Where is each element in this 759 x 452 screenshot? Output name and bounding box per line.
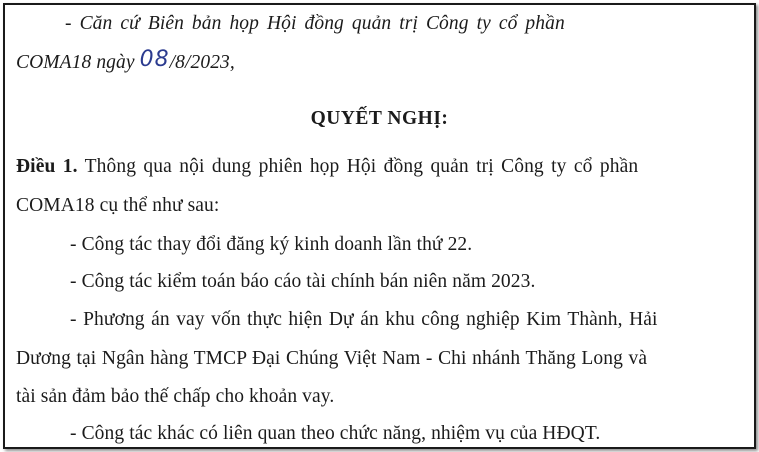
- article-1-intro-text: Thông qua nội dung phiên họp Hội đồng quản trị Công ty cổ phần: [77, 156, 639, 177]
- list-item-continuation: tài sản đảm bảo thế chấp cho khoản vay.: [16, 386, 335, 407]
- basis-line-2-start: COMA18 ngày: [16, 52, 140, 73]
- article-1-intro-line-2: COMA18 cụ thể như sau:: [16, 195, 220, 216]
- page-title: QUYẾT NGHỊ:: [310, 108, 449, 129]
- list-item: - Công tác khác có liên quan theo chức năng, nhiệm vụ của HĐQT.: [70, 423, 601, 444]
- article-1-label: Điều 1.: [16, 156, 78, 177]
- basis-line-2-end: /8/2023,: [169, 52, 235, 73]
- list-item-continuation: Dương tại Ngân hàng TMCP Đại Chúng Việt Nam - Chi nhánh Thăng Long và: [16, 348, 648, 369]
- list-item: - Công tác kiểm toán báo cáo tài chính bán niên năm 2023.: [70, 271, 536, 292]
- handwritten-day: 08: [139, 47, 170, 72]
- article-1-intro-line-1: [16, 156, 638, 178]
- list-item: - Phương án vay vốn thực hiện Dự án khu công nghiệp Kim Thành, Hải: [70, 309, 658, 330]
- basis-line-2: [16, 49, 235, 74]
- document-frame: [3, 3, 756, 449]
- list-item: - Công tác thay đổi đăng ký kinh doanh lần thứ 22.: [70, 234, 473, 255]
- document-page: [5, 5, 754, 447]
- basis-line-1: - Căn cứ Biên bản họp Hội đồng quản trị Công ty cổ phần: [65, 13, 565, 34]
